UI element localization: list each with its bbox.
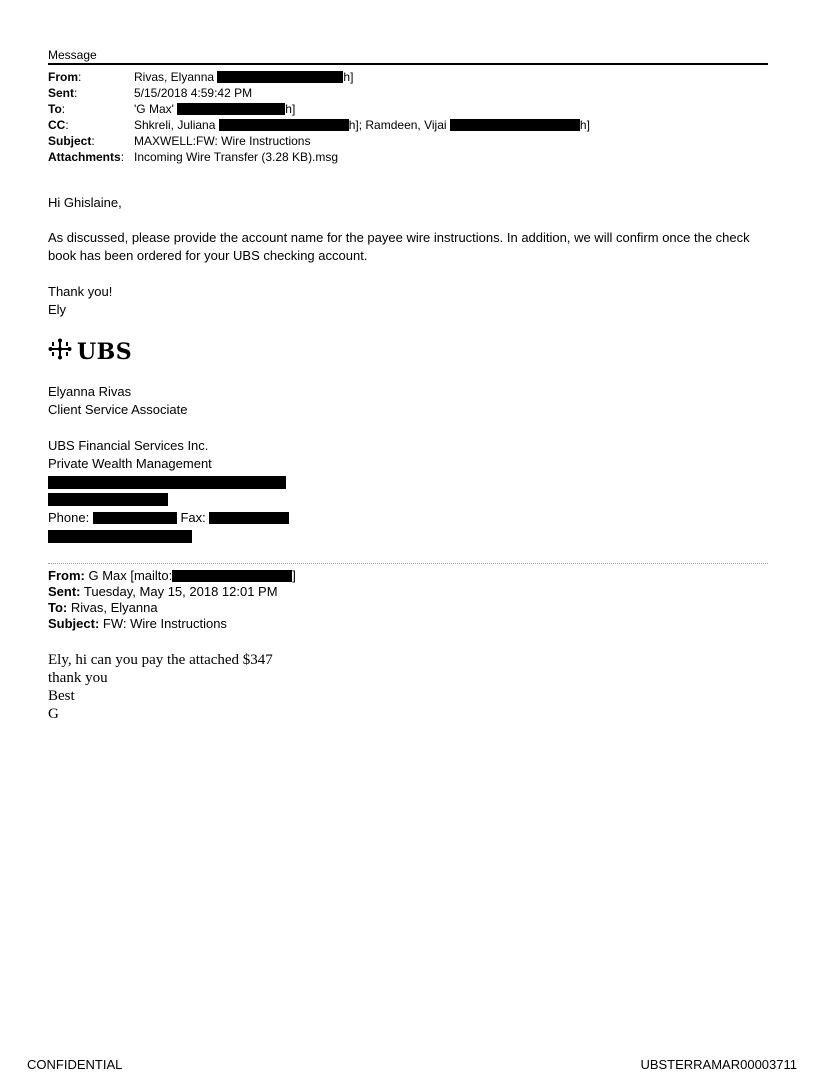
redaction-bar [172, 570, 292, 582]
cc-value: Shkreli, Juliana [134, 118, 216, 132]
redaction-bar [48, 530, 192, 543]
signature-company: UBS Financial Services Inc. [48, 438, 209, 453]
redaction-bar [93, 512, 177, 524]
fwd-body-line: thank you [48, 670, 108, 686]
signoff: Ely [48, 302, 67, 317]
header-row-cc: CC: Shkreli, Juliana h]; Ramdeen, Vijai h] [48, 118, 590, 132]
cc-label: CC [48, 118, 66, 132]
ubs-keys-icon [47, 338, 73, 366]
fwd-subject-label: Subject: [48, 616, 100, 631]
redaction-bar [217, 71, 343, 83]
fwd-subject-row [48, 616, 227, 632]
bates-number: UBSTERRAMAR00003711 [640, 1057, 797, 1072]
fwd-body-line: G [48, 706, 59, 722]
to-value: 'G Max' [134, 102, 174, 116]
greeting: Hi Ghislaine, [48, 195, 122, 210]
confidential-label: CONFIDENTIAL [27, 1057, 123, 1072]
subject-label: Subject [48, 134, 92, 148]
header-row-from: From: Rivas, Elyanna h] [48, 70, 354, 84]
fwd-sent-value: Tuesday, May 15, 2018 12:01 PM [83, 584, 278, 599]
sent-label: Sent [48, 86, 75, 100]
fwd-to-label: To: [48, 600, 68, 615]
header-row-sent: Sent: 5/15/2018 4:59:42 PM [48, 86, 253, 100]
ubs-logo-text: UBS [77, 339, 133, 365]
ubs-logo [47, 338, 132, 366]
to-tail: h] [285, 102, 296, 116]
redaction-bar [450, 119, 580, 131]
attachments-label: Attachments [48, 150, 121, 164]
header-divider [48, 63, 768, 65]
fwd-body-line: Best [48, 688, 75, 704]
fwd-from-row [48, 568, 296, 584]
from-label: From [48, 70, 78, 84]
fwd-from-value: G Max [mailto: [88, 568, 173, 583]
header-row-attachments: Attachments: Incoming Wire Transfer (3.28 KB).msg [48, 150, 339, 164]
fax-label: Fax: [180, 510, 206, 525]
to-label: To [48, 102, 62, 116]
fwd-sent-row [48, 584, 278, 600]
attachment-link[interactable]: Incoming Wire Transfer (3.28 KB).msg [134, 150, 339, 164]
header-row-to: To: 'G Max' h] [48, 102, 296, 116]
redaction-bar [209, 512, 289, 524]
fwd-subject-value: FW: Wire Instructions [102, 616, 227, 631]
cc-tail: h] [579, 118, 590, 132]
fwd-from-tail: ] [292, 568, 296, 583]
signature-phone-line [48, 509, 768, 527]
fwd-from-label: From: [48, 568, 85, 583]
fwd-to-row [48, 600, 158, 616]
from-value: Rivas, Elyanna [134, 70, 215, 84]
sent-value: 5/15/2018 4:59:42 PM [134, 86, 253, 100]
redaction-bar [177, 103, 285, 115]
from-tail: h] [343, 70, 354, 84]
redaction-bar [48, 476, 286, 489]
signature-division: Private Wealth Management [48, 456, 212, 471]
email-divider [48, 563, 768, 564]
signature-name: Elyanna Rivas [48, 384, 132, 399]
fwd-sent-label: Sent: [48, 584, 81, 599]
message-label: Message [48, 48, 97, 62]
header-row-subject: Subject: MAXWELL:FW: Wire Instructions [48, 134, 311, 148]
subject-value: MAXWELL:FW: Wire Instructions [134, 134, 311, 148]
cc-mid: h]; Ramdeen, Vijai [348, 118, 447, 132]
body-paragraph: As discussed, please provide the account name for the payee wire instructions. In addition, we will confirm once the check book has been ordered for your UBS checking account. [48, 230, 750, 263]
phone-label: Phone: [48, 510, 90, 525]
signature-title: Client Service Associate [48, 402, 188, 417]
redaction-bar [48, 493, 168, 506]
fwd-to-value: Rivas, Elyanna [70, 600, 158, 615]
redaction-bar [219, 119, 349, 131]
thanks-line: Thank you! [48, 284, 113, 299]
fwd-body-line: Ely, hi can you pay the attached $347 [48, 652, 273, 668]
